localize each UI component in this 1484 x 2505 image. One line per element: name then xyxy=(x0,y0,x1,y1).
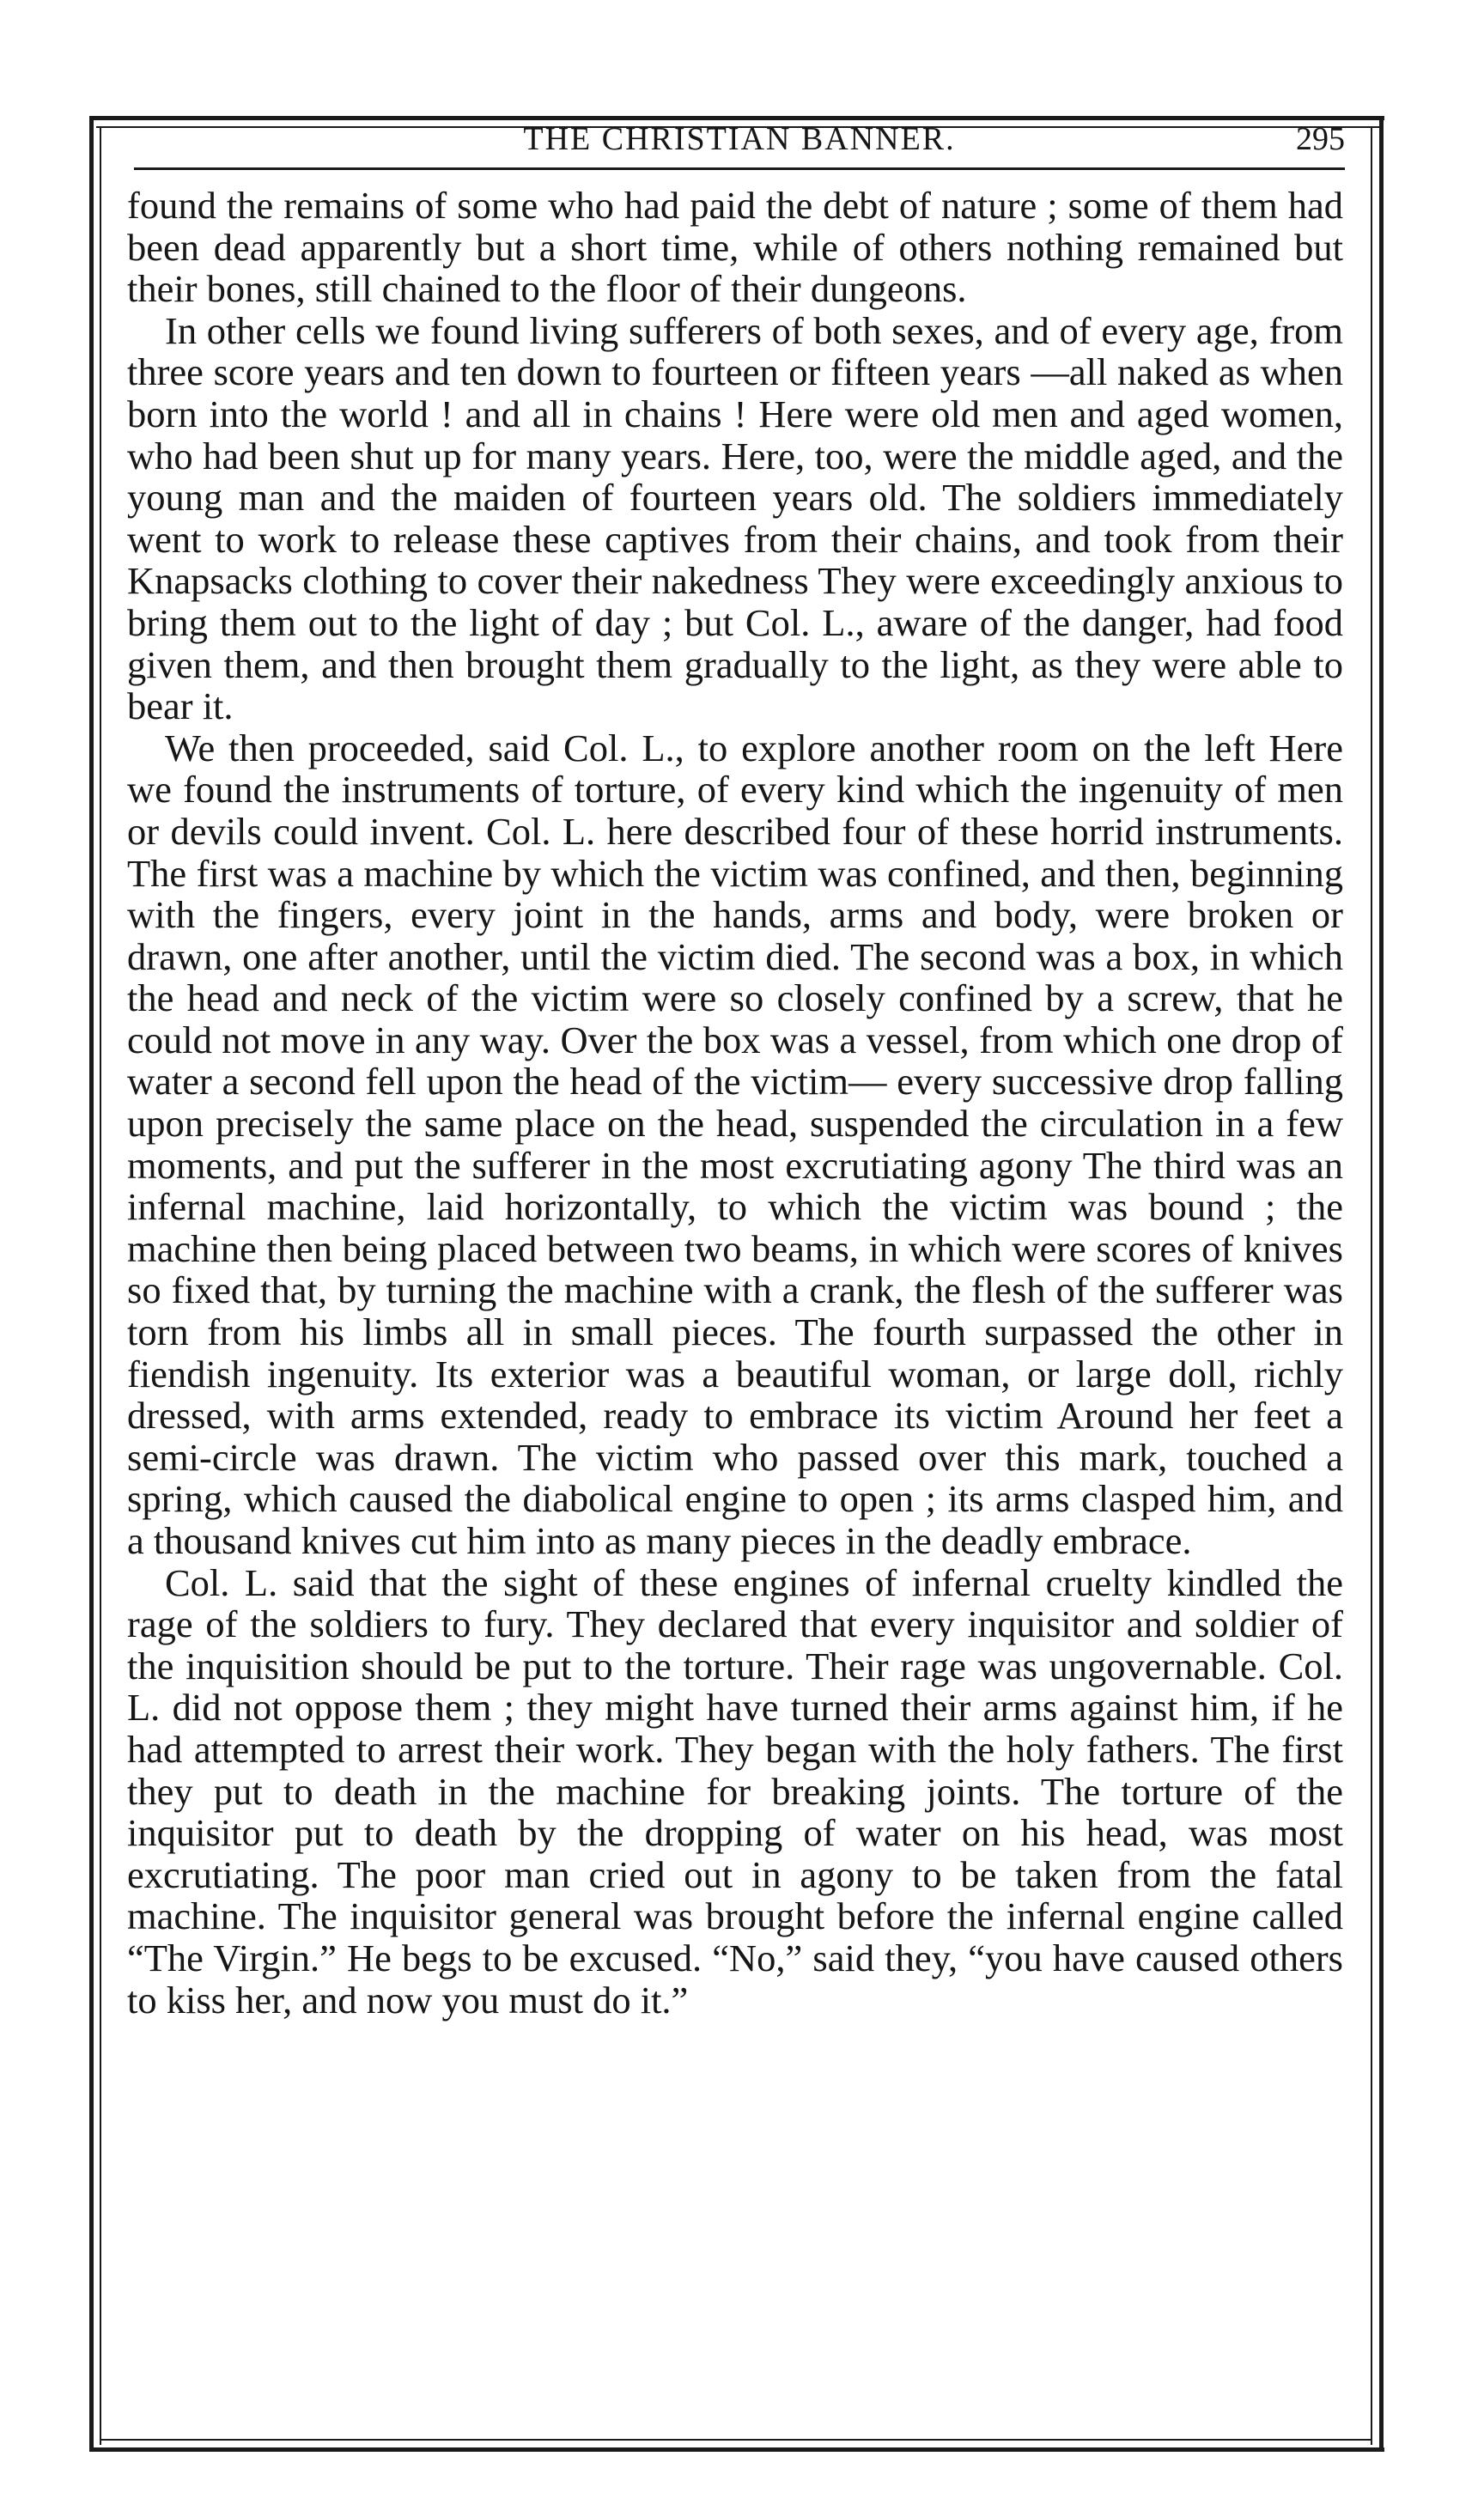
paragraph-continuation: found the remains of some who had paid the debt of nature ; some of them had been dead apparently but a short time, while of others nothing remained but their bones, still chained to the floor of their dungeons. xyxy=(127,184,1343,311)
paragraph-instruments-of-torture: We then proceeded, said Col. L., to explore another room on the left Here we found the instruments of torture, of every kind which the ingenuity of men or devils could invent. Col. L. here described four of these horrid instruments. The first was a machine by which the victim was confined, and then, beginning with the fingers, every joint in the hands, arms and body, were broken or drawn, one after another, until the victim died. The second was a box, in which the head and neck of the victim were so closely confined by a screw, that he could not move in any way. Over the box was a vessel, from which one drop of water a second fell upon the head of the victim— every successive drop falling upon precisely the same place on the head, suspended the circulation in a few moments, and put the sufferer in the most excrutiating agony The third was an infernal machine, laid horizontally, to which the victim was bound ; the machine then being placed between two beams, in which were scores of knives so fixed that, by turning the machine with a crank, the flesh of the sufferer was torn from his limbs all in small pieces. The fourth surpassed the other in fiendish ingenuity. Its exterior was a beautiful woman, or large doll, richly dressed, with arms extended, ready to embrace its victim Around her feet a semi-circle was drawn. The victim who passed over this mark, touched a spring, which caused the diabolical engine to open ; its arms clasped him, and a thousand knives cut him into as many pieces in the deadly embrace. xyxy=(127,726,1343,1562)
bottom-border-thin xyxy=(100,2439,1372,2441)
running-header xyxy=(134,117,1345,165)
paragraph-living-sufferers: In other cells we found living sufferers of both sexes, and of every age, from three score years and ten down to fourteen or fifteen years —all naked as when born into the world ! and all in chains ! Here were old men and aged women, who had been shut up for many years. Here, too, were the middle aged, and the young man and the maiden of fourteen years old. The soldiers immediately went to work to release these captives from their chains, and took from their Knapsacks clothing to cover their nakedness They were exceedingly anxious to bring them out to the light of day ; but Col. L., aware of the danger, had food given them, and then brought them gradually to the light, as they were able to bear it. xyxy=(127,308,1343,728)
right-border-thick xyxy=(1379,116,1384,2452)
page-title: THE CHRISTIAN BANNER. xyxy=(523,121,956,157)
page-number: 295 xyxy=(1296,121,1345,157)
bottom-border-thick xyxy=(89,2447,1384,2452)
header-divider xyxy=(134,167,1345,170)
article-body xyxy=(127,185,1343,2021)
left-border-thin xyxy=(100,126,101,2445)
left-border-thick xyxy=(89,116,94,2452)
right-border-thin xyxy=(1371,126,1372,2445)
paragraph-soldiers-rage: Col. L. said that the sight of these engines of infernal cruelty kindled the rage of the soldiers to fury. They declared that every inquisitor and soldier of the inquisition should be put to the torture. Their rage was ungovernable. Col. L. did not oppose them ; they might have turned their arms against him, if he had attempted to arrest their work. They began with the holy fathers. The first they put to death in the machine for breaking joints. The torture of the inquisitor put to death by the dropping of water on his head, was most excrutiating. The poor man cried out in agony to be taken from the fatal machine. The inquisitor general was brought before the infernal engine called “The Virgin.” He begs to be excused. “No,” said they, “you have caused others to kiss her, and now you must do it.” xyxy=(127,1560,1343,2022)
